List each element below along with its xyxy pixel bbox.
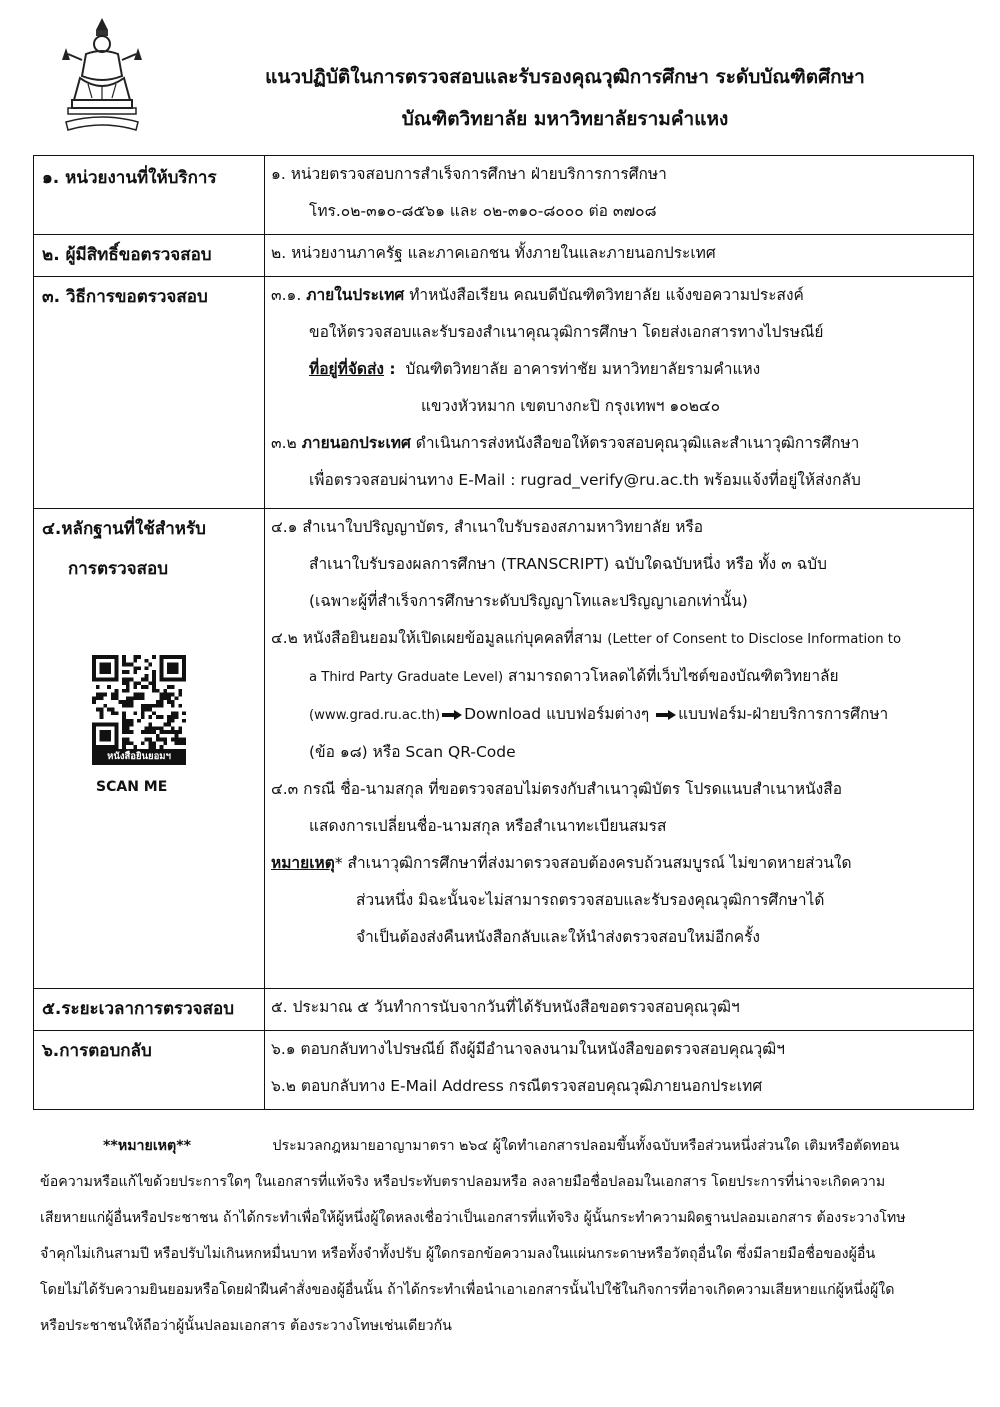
content-text: สำเนาวุฒิการศึกษาที่ส่งมาตรวจสอบต้องครบถ้วนสมบูรณ์ ไม่ขาดหายส่วนใด [342,854,852,872]
content-line: (เฉพาะผู้ที่สำเร็จการศึกษาระดับปริญญาโทและปริญญาเอกเท่านั้น) [309,592,748,610]
legal-note-text: หรือประชาชนให้ถือว่าผู้นั้นปลอมเอกสาร ต้องระวางโทษเช่นเดียวกัน [40,1318,452,1334]
content-line: (ข้อ ๑๘) หรือ Scan QR-Code [309,743,516,761]
row-label: ๔.หลักฐานที่ใช้สำหรับ [42,519,206,539]
content-text: ทำหนังสือเรียน คณบดีบัณฑิตวิทยาลัย แจ้งขอความประสงค์ [409,286,804,304]
content-line: จำเป็นต้องส่งคืนหนังสือกลับและให้นำส่งตรวจสอบใหม่อีกครั้ง [356,928,760,946]
content-line: ๑. หน่วยตรวจสอบการสำเร็จการศึกษา ฝ่ายบริการการศึกษา [271,165,667,183]
procedure-table [33,155,974,1110]
address-colon: : [384,360,396,378]
document-subtitle: บัณฑิตวิทยาลัย มหาวิทยาลัยรามคำแหง [401,108,729,130]
table-row [34,277,974,509]
legal-note-text: จำคุกไม่เกินสามปี หรือปรับไม่เกินหกหมื่นบาท หรือทั้งจำทั้งปรับ ผู้ใดกรอกข้อความลงในแผ่นกระดาษหรือวัตถุอื่นใด ซึ่งมีลายมือชื่อของผู้อื่น [40,1246,876,1262]
row-label-continued: การตรวจสอบ [68,559,169,579]
legal-note-text: ข้อความหรือแก้ไขด้วยประการใดๆ ในเอกสารที่แท้จริง หรือประทับตราปลอมหรือ ลงลายมือชื่อปลอมในเอกสาร โดยประการที่น่าจะเกิดความ [40,1174,886,1190]
address-line: บัณฑิตวิทยาลัย อาคารท่าชัย มหาวิทยาลัยรามคำแหง [405,360,761,378]
content-text: สามารถดาวโหลดได้ที่เว็บไซต์ของบัณฑิตวิทยาลัย [508,667,839,685]
row-label-cell [34,235,265,277]
content-text: ๔.๒ หนังสือยินยอมให้เปิดเผยข้อมูลแก่บุคคลที่สาม [271,629,603,647]
website-link[interactable]: (www.grad.ru.ac.th) [309,708,441,723]
table-row [34,156,974,235]
document-header [0,0,1000,150]
qr-code-icon[interactable] [92,655,186,749]
domestic-heading: ภายในประเทศ [306,286,405,304]
content-line: ๖.๒ ตอบกลับทาง E-Mail Address กรณีตรวจสอบคุณวุฒิภายนอกประเทศ [271,1077,763,1095]
content-line: ส่วนหนึ่ง มิฉะนั้นจะไม่สามารถตรวจสอบและรับรองคุณวุฒิการศึกษาได้ [356,891,825,909]
remark-label: หมายเหตุ [271,854,335,872]
content-line: แสดงการเปลี่ยนชื่อ-นามสกุล หรือสำเนาทะเบียนสมรส [309,817,667,835]
legal-note-text: โดยไม่ได้รับความยินยอมหรือโดยฝ่าฝืนคำสั่งของผู้อื่นนั้น ถ้าได้กระทำเพื่อนำเอาเอกสารนั้นไปใช้ในกิจการที่อาจเกิดความเสียหายแก่ผู้หนึ่งผู้ใด [40,1282,895,1298]
row-content-cell [265,156,974,235]
row-label-cell [34,989,265,1031]
table-row [34,1031,974,1110]
legal-note-label: **หมายเหตุ** [103,1138,192,1154]
remark-star: * [334,854,343,872]
consent-form-english: a Third Party Graduate Level) [309,670,504,685]
content-line: สำเนาใบรับรองผลการศึกษา (TRANSCRIPT) ฉบับใดฉบับหนึ่ง หรือ ทั้ง ๓ ฉบับ [309,555,827,573]
address-line: แขวงหัวหมาก เขตบางกะปิ กรุงเทพฯ ๑๐๒๔๐ [421,397,721,415]
arrow-right-icon [442,710,462,720]
content-line: ขอให้ตรวจสอบและรับรองสำเนาคุณวุฒิการศึกษา โดยส่งเอกสารทางไปรษณีย์ [309,323,824,341]
row-content-cell [265,1031,974,1110]
table-row [34,235,974,277]
content-line: ๕. ประมาณ ๕ วันทำการนับจากวันที่ได้รับหนังสือขอตรวจสอบคุณวุฒิฯ [271,998,740,1016]
row-label-cell [34,156,265,235]
row-label-cell [34,277,265,509]
address-label: ที่อยู่ที่จัดส่ง [309,360,385,378]
row-label-cell [34,509,265,989]
consent-form-english: (Letter of Consent to Disclose Information to [607,632,902,647]
email-line: เพื่อตรวจสอบผ่านทาง E-Mail : rugrad_verify@ru.ac.th พร้อมแจ้งที่อยู่ให้ส่งกลับ [309,471,861,489]
row-content-cell [265,989,974,1031]
content-text: ดำเนินการส่งหนังสือขอให้ตรวจสอบคุณวุฒิและสำเนาวุฒิการศึกษา [415,434,860,452]
legal-note-text: เสียหายแก่ผู้อื่นหรือประชาชน ถ้าได้กระทำเพื่อให้ผู้หนึ่งผู้ใดหลงเชื่อว่าเป็นเอกสารที่แท้จริง ผู้นั้นกระทำความผิดฐานปลอมเอกสาร ต้องระวางโทษ [40,1210,906,1226]
row-content-cell [265,235,974,277]
qr-code-block[interactable] [92,655,186,765]
phone-line: โทร.๐๒-๓๑๐-๘๕๖๑ และ ๐๒-๓๑๐-๘๐๐๐ ต่อ ๓๗๐๘ [309,202,657,220]
scan-me-label: SCAN ME [96,779,168,795]
document-title: แนวปฏิบัติในการตรวจสอบและรับรองคุณวุฒิการศึกษา ระดับบัณฑิตศึกษา [265,66,865,88]
content-line: ๒. หน่วยงานภาครัฐ และภาคเอกชน ทั้งภายในและภายนอกประเทศ [271,244,716,262]
row-label: ๖.การตอบกลับ [42,1041,152,1061]
table-row [34,989,974,1031]
content-line: ๔.๓ กรณี ชื่อ-นามสกุล ที่ขอตรวจสอบไม่ตรงกับสำเนาวุฒิบัตร โปรดแนบสำเนาหนังสือ [271,780,843,798]
legal-note [40,1128,960,1344]
row-label: ๓. วิธีการขอตรวจสอบ [42,287,208,307]
legal-note-text: ประมวลกฎหมายอาญามาตรา ๒๖๔ ผู้ใดทำเอกสารปลอมขึ้นทั้งฉบับหรือส่วนหนึ่งส่วนใด เติมหรือตัดทอน [272,1138,900,1154]
qr-caption: หนังสือยินยอมฯ [92,749,186,765]
table-row [34,509,974,989]
row-label: ๒. ผู้มีสิทธิ์ขอตรวจสอบ [42,245,212,265]
content-text: แบบฟอร์ม-ฝ่ายบริการการศึกษา [678,705,889,723]
overseas-heading: ภายนอกประเทศ [301,434,411,452]
content-line: ๖.๑ ตอบกลับทางไปรษณีย์ ถึงผู้มีอำนาจลงนามในหนังสือขอตรวจสอบคุณวุฒิฯ [271,1040,785,1058]
row-content-cell [265,277,974,509]
university-emblem-icon [52,14,152,140]
item-number: ๓.๒ [271,434,297,452]
content-line: ๔.๑ สำเนาใบปริญญาบัตร, สำเนาใบรับรองสภามหาวิทยาลัย หรือ [271,518,704,536]
arrow-right-icon [656,710,676,720]
item-number: ๓.๑. [271,286,302,304]
row-label: ๑. หน่วยงานที่ให้บริการ [42,168,217,188]
row-label-cell [34,1031,265,1110]
row-label: ๕.ระยะเวลาการตรวจสอบ [42,999,235,1019]
content-text: Download แบบฟอร์มต่างๆ [464,705,650,723]
row-content-cell [265,509,974,989]
